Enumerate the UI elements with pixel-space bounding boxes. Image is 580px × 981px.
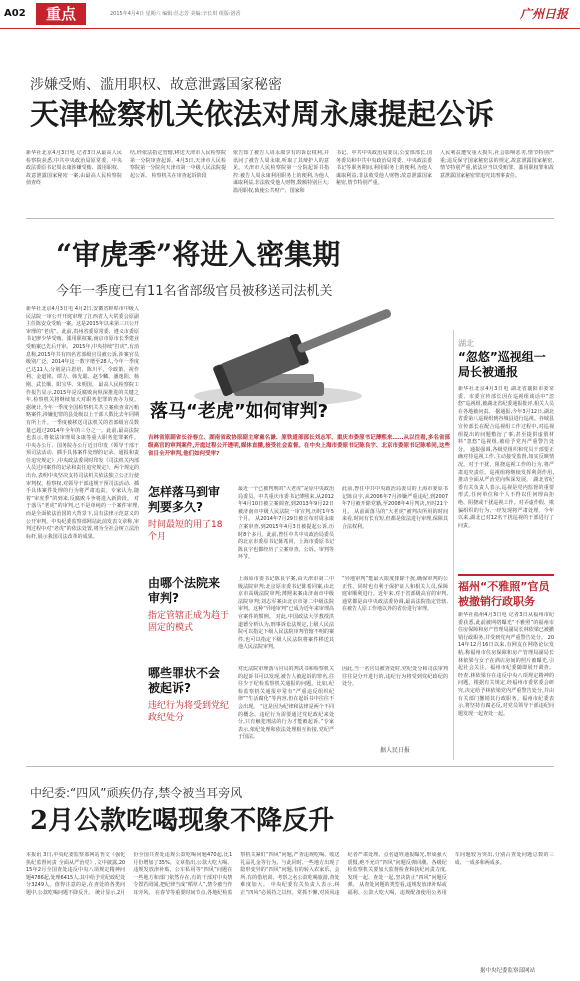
qa-block-1 [148,485,230,573]
qa-answer-2: 指定管辖正成为趋于固定的模式 [148,611,230,633]
header-rule [0,28,580,29]
story3-byline: 据中央纪委监察部网站 [480,968,536,974]
side1-headline: “忽悠”巡视组一局长被通报 [458,350,546,379]
story1-col2: 结,经依法指定管辖,移送天津市人民检察院第一分院审查起诉。4月3日,天津市人民检察院第一分院向天津市第一中级人民法院提起公诉。 检察机关在审查起诉阶段 [130,150,226,179]
qa1-body-2: 此前,曾任中共中央政治局委员的上海市委原书记陈良宇,从2006年7月涉嫌严重违纪,到2007年7月被开除党籍,至2008年4月判决,历时21个月。 从前面落马的“大老虎”被判决所用的时间来看,时间有长有短,但都是依法进行审理,保障其合法权利。 [342,486,448,530]
qa3-body-2: 因此,当一名官员被查处时,党纪处分和司法审判往往是分开进行的,违纪行为将受到党纪政纪的处分。 [342,666,448,688]
story1-kicker: 涉嫌受贿、滥用职权、故意泄露国家秘密 [30,77,282,93]
section-tab [36,3,86,25]
image-caption-body: 吉林省原副省长谷春立、湖南省政协原副主席童名谦、原铁道部部长刘志军、重庆市委原书记薄熙来……从以往看,多名省部级高官的审判案件,开庭过程公开透明,媒体直播,接受社会监督。在中央上海市委原书记陈良宇、北京市委原书记陈希同,这些省目全开审判,他们如何受审? [148,435,450,457]
side1-body: 新华社北京4月3日电 湖北省襄阳市委常委、市委宣传部长因在巡视组谈话中“忽悠”巡视组,被湖北省纪委通报批评,相关人员在各地被问责。 据通报,今年3月12日,湖北省委第八巡视组到谷城县进行巡视。谷城县宣传部长在配合巡视组工作过程中,对巡视组提出的问题敷衍了事,甚至提供虚假材料“忽悠”巡视组,被给予党内严重警告处分。 通报强调,各级党组织和党员干部要正确对待巡视工作,主动接受监督,如实反映情况。对于干扰、阻挠巡视工作的行为,将严肃追究责任。巡视组将继续发挥利剑作用,推动全面从严治党向纵深发展。 湖北省纪委有关负责人表示,巡视是党内监督的重要形式,任何单位和个人不得以任何理由拒绝、阻挠或干扰巡视工作。对弄虚作假、欺骗组织的行为,一经发现将严肃处理。今年以来,湖北已对12名干扰巡视的干部进行了问责。 [458,386,554,529]
story2-headline: “审虎季”将进入密集期 [56,238,341,271]
page-number: A02 [4,8,26,19]
gavel-illustration [148,300,410,412]
story1-col3: 依告知了被告人周永康享有的诉讼权利,并讯问了被告人周永康,听取了其辩护人的意见。天津市人民检察院第一分院起诉书指控:被告人周永康利用职务上的便利,为他人谋取利益,非法收受他人财物,数额特别巨大;滥用职权,致使公共财产、国家和 [233,150,329,194]
story3-body: 本报讯 3日,中央纪委监察部网站刊文《强化执纪监督问责 全面从严治党》,文中披露,2015年2月全国查处违反中央八项规定精神问题4786起,处理6415人,其中给予党纪政纪处分3249人。值得注意的是,在查处的各类问题中,公款吃喝问题不降反升。 统计显示,2月份全国共查处违规公款吃喝问题470起,比1月份增加了35%。文章指出,公款大吃大喝、违规发放津补贴、公车私用等“四风”问题在一些地方和部门依然存在,有的干部对中央禁令置若罔闻,把纪律当成“稻草人”,禁令被当作耳旁风。 在春节等重要时间节点,各地纪检监察机关紧盯“四风”问题,严查违规吃喝、收送礼品礼金等行为。与此同时,一些地方出现了隐形变异的“四风”问题,有的转入农家乐、会所,有的借培训、考察之名公款吃喝旅游,查处难度加大。 中央纪委有关负责人表示,纠正“四风”必须持之以恒、常抓不懈,对顶风违纪者严肃处理、点名道姓通报曝光,形成强大震慑,绝不允许“四风”问题反弹回潮。各级纪检监察机关要加大监督检查和执纪问责力度,发现一起、查处一起,坚决防止“四风”问题反弹。 从查处问题的类型看,违规发放津补贴或福利、公款大吃大喝、违规配备使用公务用车问题较为突出,分别占查处问题总数的三成、一成多和两成多。 [26,852,554,896]
divider-1 [26,218,554,219]
side2-body: 新华社福州4月3日电 记者3日从福州市纪委获悉,此前被网络曝光“不雅照”的福州市住房保障和房产管理局副局长林依梁已被撤销行政职务,并受到党内严重警告处分。 2014年12月16日以来,有网友在网络论坛发帖,称福州市住房保障和房产管理局副局长林依梁与女子在酒店房间的照片被曝光,引起社会关注。福州市纪委随即展开调查。 经查,林依梁存在违反中央八项规定精神的问题。根据有关规定,经福州市委常委会研究,决定给予林依梁党内严重警告处分,并由有关部门撤销其行政职务。福州市纪委表示,将坚持有腐必反,对党员领导干部违纪问题发现一起查处一起。 [458,612,554,717]
qa-question-1: 怎样落马到审判要多久? [148,485,221,514]
page-header [0,0,580,30]
qa-question-2: 由哪个法院来审判? [148,576,221,605]
story2-byline: 据人民日报 [380,747,411,754]
page-meta: 2015年4月4日 星期六 编辑:任志芳 美编:辛长琪 组版:洛香 [110,11,241,17]
side1-headline-box [458,350,554,380]
story2-subhead: 今年一季度已有11名省部级官员被移送司法机关 [56,284,333,299]
image-caption-title: 落马“老虎”如何审判? [150,401,329,422]
qa2-body: 上海原市委书记陈良宇案,由天津市第二中级法院审判;北京原市委书记陈希同案,由北京市高级法院审判;薄熙来案由济南市中级法院审判;刘志军案由北京市第二中级法院审判。这种“异地审判”已成为近年来审理高官案件的惯例。 对此,中国政法大学教授洪道德分析认为,刑事诉讼法规定,上级人民法院可以指定下级人民法院审判管辖不明的案件,也可以指定下级人民法院将案件移送其他人民法院审判。 [238,576,334,651]
story2-left-column: 新华社北京4月3日电 4月2日,安徽省蚌埠市中级人民法院一审公开开庭审理了江西省人大常委会原副主任陈安众受贿一案。这是2015年以来第三只公开审理的“老虎”。此前,贵州省委原常委、遵义市委原书记廖少华受贿、滥用职权案,南京市原市长季建业受贿案已先后开审。 2015年,中央持续“打虎”,有消息称,2015年共有四名省部级官员被公诉,涉案官员级别广泛。2014年这一数字增至28人,今年一季度已达11人,分别是白恩培、陈川平、令政策、祝作利、金道铭、谭力、韩先聪、赵少麟、潘逸阳、杨刚、武长顺、阳宝华、朱明国。 最高人民检察院工作报告显示,2015年是反腐败向纵深推进的关键之年,检察机关将继续加大对职务犯罪的查办力度。 据统计,今年一季度全国检察机关共立案侦查贪污贿赂案件,涉嫌犯罪的县处级以上干部人数比去年同期有所上升。一季度被移送司法机关的省部级官员数量已超过2014年全年的三分之一。此前,最高法院也表示,将依法审理周永康等重大职务犯罪案件。 中央办公厅、国务院办公厅近日印发《领导干部干预司法活动、插手具体案件处理的记录、通报和责任追究规定》,中央政法委同时印发《司法机关内部人员过问案件的记录和责任追究规定》。两个规定的出台,表明中央坚决支持司法机关依法独立公正行使审判权、检察权,对领导干部违规干预司法活动、插手具体案件处理的行为将严肃追责。专家认为,随着“审虎季”的到来,反腐败斗争将进入新阶段。 对于落马“老虎”的审判,已不是单纯的一个案件审理,而是全面依法治国的大背景下,具有法律示范意义的公开审判。中央纪委监察部网站此前发表文章称,审判过程中对“老虎”的依法处置,将为全社会树立法治标杆,展示我国司法改革的成果。 [26,306,139,540]
story1-col4: 书记、中共中央政治局委员,公安部部长,国务委员和中共中央政治局常委、中央政法委书记等职务期间,利用职务上的便利,为他人谋取利益,非法收受他人财物;故意泄露国家秘密,情节特别严重。 [336,150,432,187]
qa1-body: 最近一个已被判刑的“大老虎”是原中央政治局委员、中共重庆市委书记薄熙来,从2012年4月10日被立案调查,到2013年9月22日被济南市中级人民法院一审宣判,历时1年5个月。 从2014年7月29日被宣布对周永康立案审查,到2015年4月3日被提起公诉,历时8个多月。此前,曾任中共中央政治局委员的北京市委原书记陈希同、上海市委原书记陈良宇也都经历了立案审查、公诉、审判等环节。 [238,486,334,561]
story1-col1: 新华社北京4月3日电 记者3日从最高人民检察院获悉,中共中央政治局原常委、中央政法委原书记周永康涉嫌受贿、滥用职权、故意泄露国家秘密一案,由最高人民检察院侦查终 [26,150,122,187]
qa-answer-3: 违纪行为将受到党纪政纪处分 [148,701,230,723]
sidebar-rule [453,330,454,760]
qa2-body-2: “异地审判”能最大限度排除干扰,确保审判的公正性。同时也有利于保护证人和相关人员,保障庭审顺利进行。近年来,对于省部级高官的审判,通常都是由中央政法委协调,最高法院指定管辖,在被告人原工作地以外的省份进行审理。 [342,576,448,613]
newspaper-logo: 广州日报 [520,7,569,21]
story3-kicker: 中纪委:“四风”顽疾仍存,禁令被当耳旁风 [30,786,243,800]
section-label: 重点 [45,5,76,23]
side1-region: 湖北 [458,339,474,348]
story1-col5: 人民利益遭受重大损失,社会影响恶劣,情节特别严重;违反保守国家秘密法的规定,故意泄露国家秘密,情节特别严重,依法应当以受贿罪、滥用职权罪和故意泄露国家秘密罪追究其刑事责任。 [440,150,554,179]
side2-headline: 福州“不雅照”官员被撤销行政职务 [458,580,550,608]
qa-block-3 [148,666,230,754]
qa-block-2 [148,576,230,664]
qa-question-3: 哪些罪状不会被起诉? [148,666,221,695]
qa3-body: 对比法院审理落马官员的判决书和检察机关的起诉书可以发现,被告人被起诉的罪名,往往少于纪检监察机关通报的问题。比如,纪检监察机关通报中常有“严重违反组织纪律”“生活腐化”等内容,但在起诉书中往往不会出现。 “这是因为纪律和法律是两个不同的概念。违纪行为需要通过党纪政纪来处分,只有触犯刑法的行为才能被起诉。”专家表示,依纪处理和依法处理相互衔接,党纪严于国法。 [238,666,334,741]
qa-answer-1: 时间最短的用了18个月 [148,520,223,542]
divider-2 [26,766,554,767]
side2-headline-box [458,574,554,609]
story3-headline: 2月公款吃喝现象不降反升 [30,806,335,836]
story1-headline: 天津检察机关依法对周永康提起公诉 [30,97,495,131]
